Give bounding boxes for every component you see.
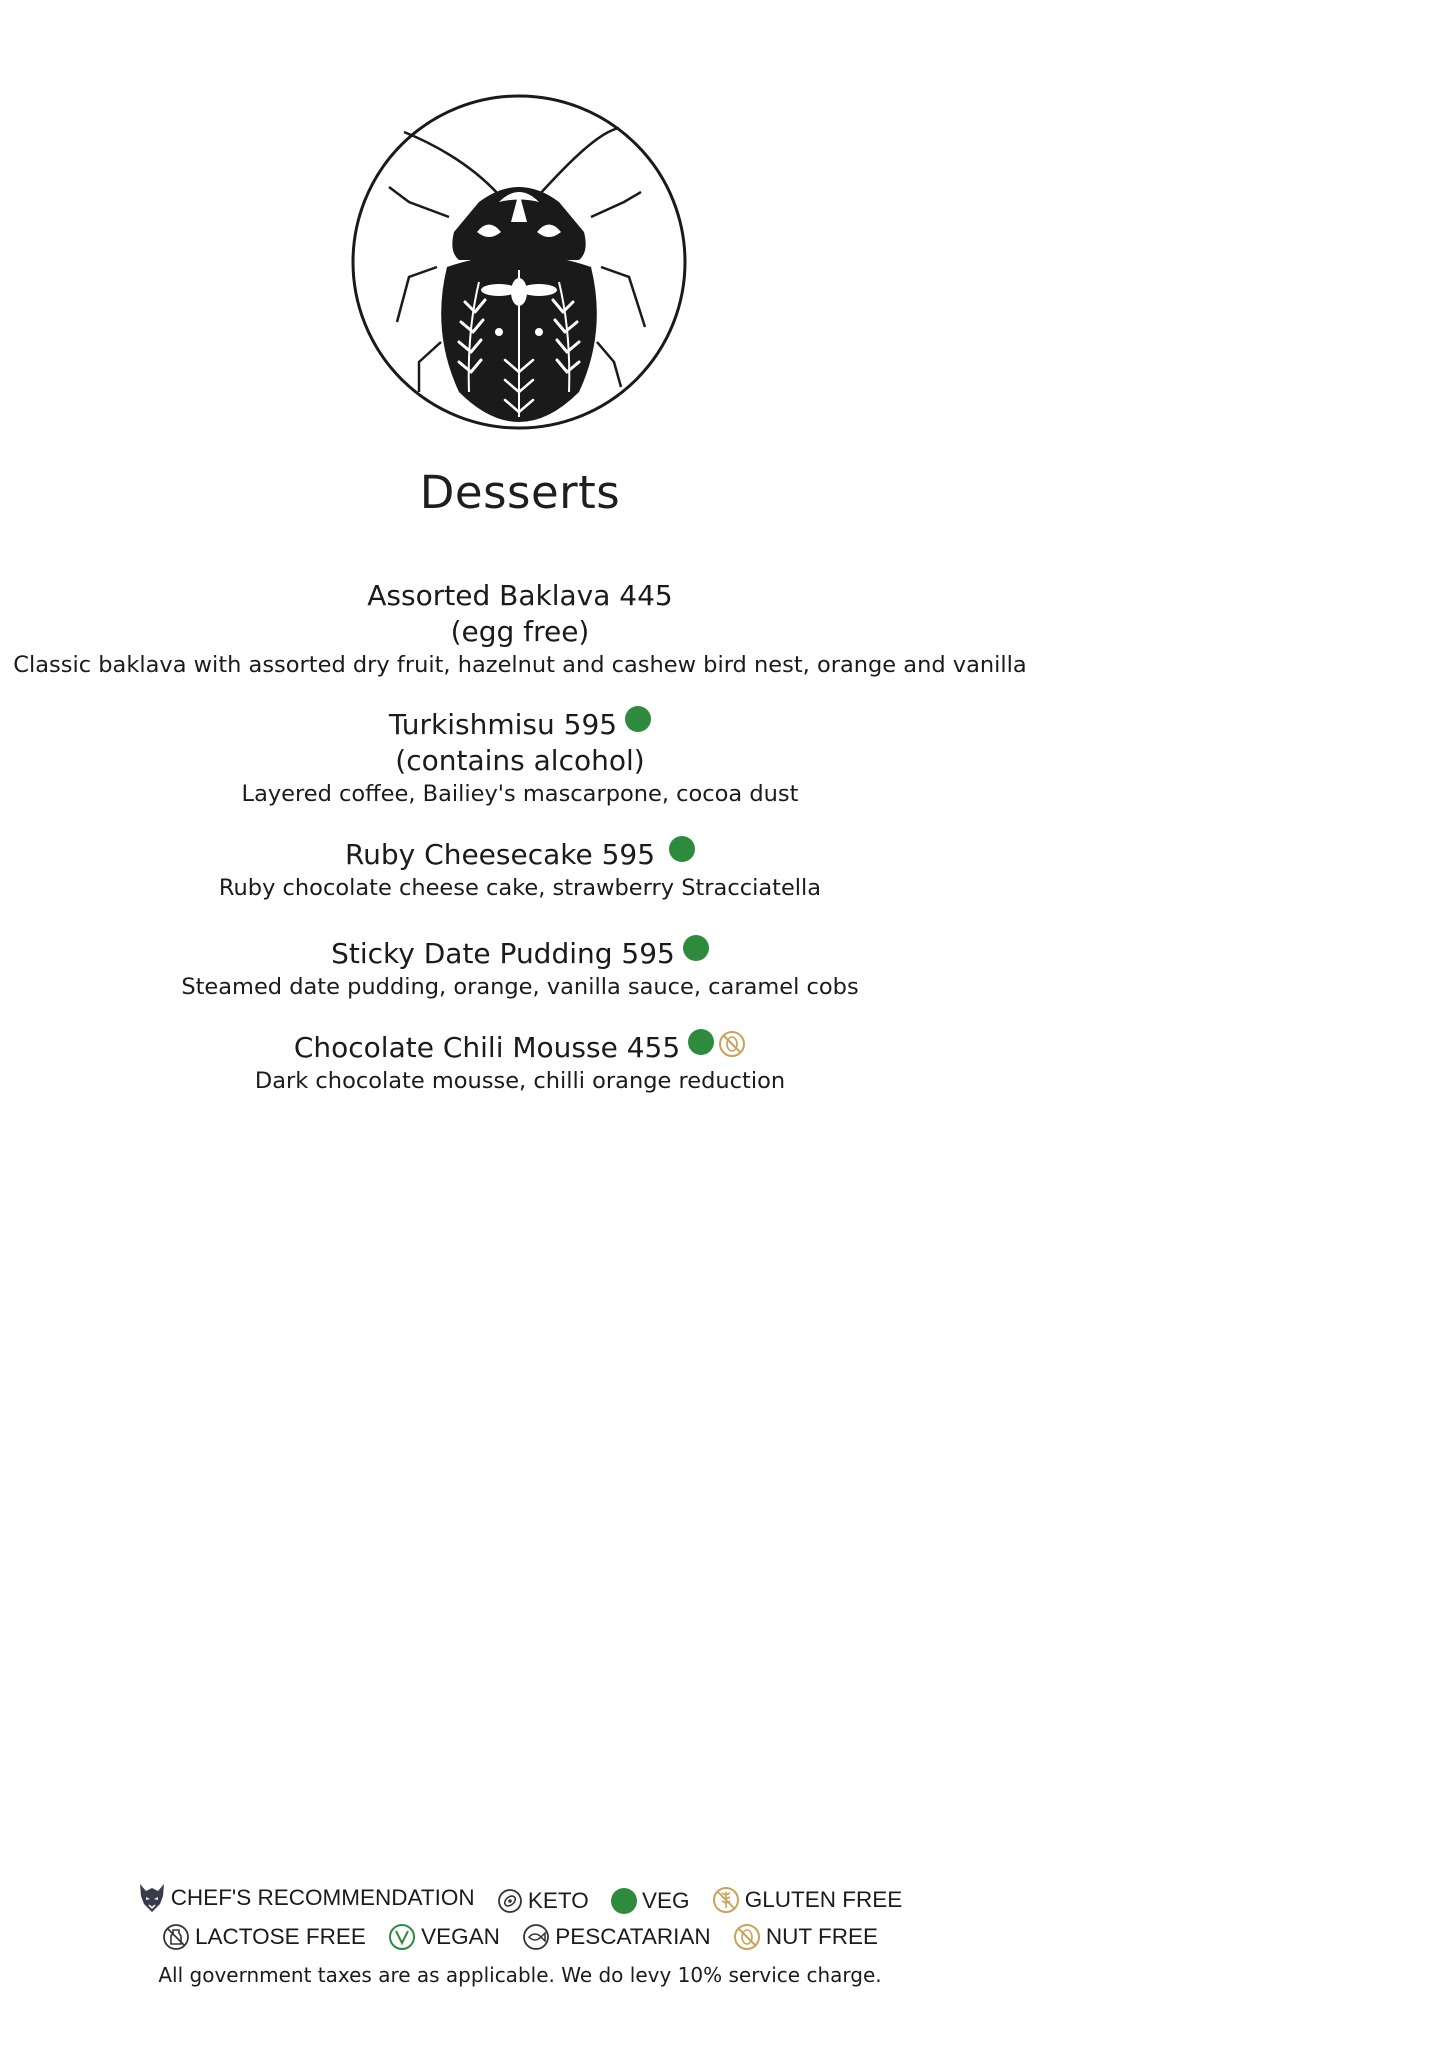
legend-chefs-recommendation: [138, 1882, 475, 1914]
legend-nut-free: [733, 1923, 878, 1951]
legend-label: VEG: [641, 1888, 690, 1913]
veg-icon: [625, 706, 651, 732]
vegan-icon: [388, 1923, 416, 1951]
legend-veg: [611, 1888, 690, 1914]
legend-vegan: [388, 1923, 500, 1951]
menu-item: [0, 836, 1040, 903]
item-description: Dark chocolate mousse, chilli orange reduction: [254, 1068, 786, 1094]
item-description: Layered coffee, Bailiey's mascarpone, cocoa dust: [241, 781, 799, 807]
legend-label: NUT FREE: [765, 1924, 878, 1949]
legend-pescatarian: [522, 1923, 710, 1951]
legend-row-1: [0, 1882, 1040, 1920]
item-name-price: Chocolate Chili Mousse 455: [293, 1031, 681, 1064]
legend-lactose-free: [162, 1923, 366, 1951]
item-description: Classic baklava with assorted dry fruit, hazelnut and cashew bird nest, orange and vanilla: [13, 652, 1027, 678]
tax-footnote: All government taxes are as applicable. We do levy 10% service charge.: [158, 1963, 882, 1987]
item-note: (egg free): [450, 615, 590, 648]
lactose-free-icon: [162, 1923, 190, 1951]
item-name-price: Ruby Cheesecake 595: [344, 838, 656, 871]
keto-icon: [497, 1888, 523, 1914]
item-name-line: [0, 706, 1040, 743]
item-name-price: Turkishmisu 595: [388, 708, 618, 741]
legend-keto: [497, 1888, 589, 1914]
item-description: Steamed date pudding, orange, vanilla sauce, caramel cobs: [181, 974, 859, 1000]
item-description: Ruby chocolate cheese cake, strawberry Stracciatella: [218, 875, 822, 901]
menu-item: [0, 935, 1040, 1002]
nut-free-icon: [718, 1030, 746, 1058]
legend-label: VEGAN: [421, 1924, 500, 1949]
nut-free-icon: [733, 1923, 761, 1951]
item-name-line: [0, 836, 1040, 873]
legend-gluten-free: [712, 1886, 903, 1914]
menu-item: [0, 706, 1040, 809]
section-title: Desserts: [419, 466, 621, 519]
chef-wolf-icon: [138, 1882, 166, 1914]
veg-icon: [683, 935, 709, 961]
legend-label: GLUTEN FREE: [744, 1887, 903, 1912]
legend-label: CHEF'S RECOMMENDATION: [170, 1885, 475, 1910]
item-name-line: [0, 1029, 1040, 1066]
legend-label: PESCATARIAN: [555, 1924, 711, 1949]
legend-label: LACTOSE FREE: [194, 1924, 366, 1949]
item-name-line: [0, 935, 1040, 972]
gluten-free-icon: [712, 1886, 740, 1914]
beetle-logo: [349, 92, 689, 432]
item-name-price: Assorted Baklava 445: [367, 579, 673, 612]
veg-icon: [669, 836, 695, 862]
menu-item: [0, 1029, 1040, 1096]
item-note: (contains alcohol): [395, 744, 645, 777]
menu-item: [0, 578, 1040, 680]
veg-icon: [688, 1029, 714, 1055]
legend-row-2: [0, 1923, 1040, 1957]
pescatarian-icon: [522, 1923, 550, 1951]
legend-label: KETO: [527, 1888, 589, 1913]
item-name-price: Sticky Date Pudding 595: [331, 937, 675, 970]
veg-icon: [611, 1888, 637, 1914]
